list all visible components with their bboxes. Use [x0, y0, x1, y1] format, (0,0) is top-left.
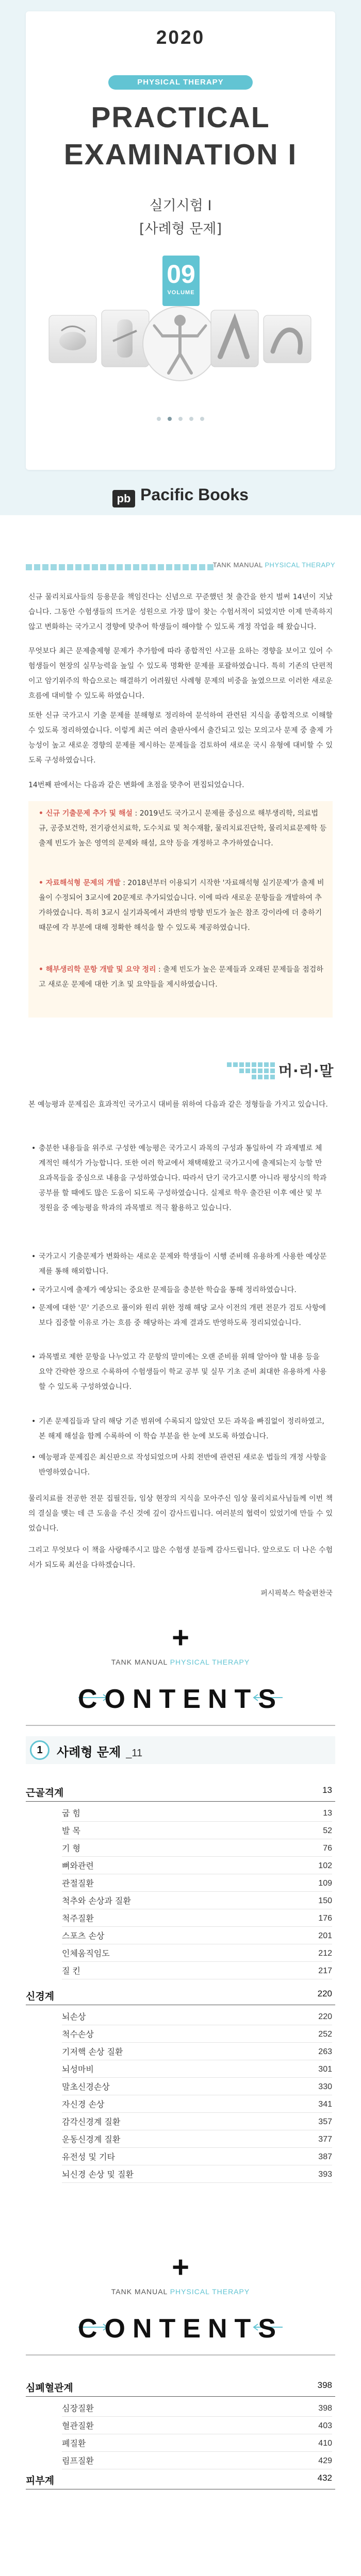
anatomy-tile-4 — [264, 315, 311, 363]
toc-item[interactable] — [62, 2418, 332, 2434]
toc-item[interactable] — [62, 2044, 332, 2060]
bullet-item: • 기존 문제집들과 달리 해당 기준 범위에 수록되지 않았던 모든 과목을 빠짐없이 정리하였고, 본 해제 해설을 함께 수록하여 이 학습 부분을 한 눈에 보도록 하였습니다. — [39, 1414, 327, 1445]
toc-item-title: 스포츠 손상 — [62, 1931, 105, 1941]
anatomy-center-figure — [143, 307, 217, 381]
bullet-item: • 충분한 내용들을 위주로 구성한 예능평은 국가고시 과목의 구성과 통일하여 각 과제별로 체계적인 해석가 가능합니다. 또한 여러 학교에서 채택해왔고 국가고시에 출제되는지 능할 만 요과목들을 중심으로 내용을 구성하였습니다. 따라서 단기 국가고시뿐 아니라 평상시의 학과 공부를 할 때에도 많은 도움이 되도록 구성하였습니다. 실제로 학우 출간된 이후 예산 및 부정원을 중 예능평을 학과의 과목별로 적극 활용하고 있습니다. — [39, 1141, 327, 1247]
toc-item-page: 252 — [318, 2030, 332, 2039]
toc-item-page: 403 — [318, 2421, 332, 2430]
cover-title-line1: PRACTICAL — [91, 101, 270, 134]
toc-item[interactable] — [62, 2097, 332, 2112]
carousel-dot[interactable] — [189, 417, 193, 421]
toc-item[interactable] — [62, 2436, 332, 2451]
anatomy-tile-3 — [211, 310, 258, 367]
toc-item-divider — [62, 2451, 332, 2452]
toc-item-page: 102 — [318, 1861, 332, 1870]
toc-item[interactable] — [62, 1963, 332, 1979]
cover-title — [26, 99, 335, 173]
toc-item-title: 유전성 및 기타 — [62, 2152, 115, 2162]
publisher-logo — [0, 485, 361, 507]
toc-item-divider — [62, 1821, 332, 1822]
contents-header-1 — [26, 1623, 335, 1666]
toc-item[interactable] — [62, 2401, 332, 2416]
toc-item-page: 410 — [318, 2439, 332, 2448]
toc-section[interactable]: 신경계 220 — [26, 1989, 332, 2002]
toc-item-divider — [62, 1961, 332, 1962]
toc-item-divider — [62, 2416, 332, 2417]
toc-item-title: 운동신경계 질환 — [62, 2134, 121, 2144]
preface-paragraph: 신규 물리치료사들의 등용문을 책임진다는 신념으로 꾸준했던 첫 출간을 한지 벌써 14년이 지났습니다. 그동안 수험생들의 뜨거운 성원으로 가장 많이 찾는 수험서적이 되었지만 이제 만족하지 않고 변화하는 국가고시 경향에 맞추어 학생들이 해야할 수 있도록 개정 작업을 해 왔습니다. — [28, 593, 333, 631]
plus-icon: + — [172, 2250, 189, 2284]
section-divider — [26, 2396, 335, 2397]
contents-tag: TANK MANUAL PHYSICAL THERAPY — [111, 2287, 250, 2296]
toc-item[interactable] — [62, 1946, 332, 1961]
toc-item-page: 76 — [323, 1844, 332, 1853]
greeting-title: 머·리·말 — [278, 1062, 334, 1079]
toc-item-title: 인체움직임도 — [62, 1948, 110, 1958]
chapter-title: 사례형 문제 _11 — [57, 1745, 143, 1759]
anatomy-tile-2 — [102, 310, 149, 367]
toc-item-page: 217 — [318, 1967, 332, 1975]
toc-item-title: 발 목 — [62, 1826, 80, 1836]
toc-item-title: 기 형 — [62, 1843, 80, 1853]
toc-item[interactable] — [62, 1841, 332, 1856]
carousel-dot[interactable] — [178, 417, 183, 421]
cover-subtitle: 실기시험 I — [149, 198, 212, 214]
toc-item-page: 387 — [318, 2153, 332, 2161]
bullet-item: • 국가고시에 출제가 예상되는 중요한 문제들을 충분한 학습을 통해 정리하였습니다. — [39, 1283, 327, 1298]
preface-closing: 그리고 무엇보다 이 책을 사랑해주시고 많은 수험생 분들께 감사드립니다. 앞으로도 더 나은 수험서가 되도록 최선을 다하겠습니다. — [28, 1546, 333, 1569]
cover-title-line2: EXAMINATION I — [63, 138, 298, 171]
toc-item-page: 109 — [318, 1879, 332, 1888]
publisher-mark: pb — [112, 490, 135, 507]
carousel-dot[interactable] — [157, 417, 161, 421]
preface-closing: 물리치료를 전공한 전문 집필진들, 임상 현장의 지식을 모아주신 임상 물리치료사님들께 이번 책의 결실을 맺는 데 큰 도움을 주신 것에 깊이 감사드립니다. 여러분의 협력이 있었기에 만들 수 있었습니다. — [28, 1495, 333, 1533]
toc-item-title: 말초신경손상 — [62, 2082, 110, 2092]
anatomy-tile-1 — [49, 315, 96, 363]
toc-item[interactable] — [62, 2027, 332, 2042]
toc-item-title: 척추와 손상과 질환 — [62, 1896, 131, 1906]
toc-item[interactable] — [62, 2009, 332, 2025]
toc-item[interactable] — [62, 2149, 332, 2165]
toc-item-divider — [62, 2182, 332, 2183]
contents-title: CONTENTS — [78, 2314, 283, 2344]
toc-item-page: 13 — [323, 1809, 332, 1818]
contents-rule — [26, 1725, 335, 1726]
toc-item-title: 혈관질환 — [62, 2421, 94, 2431]
toc-item-title: 자신경 손상 — [62, 2099, 105, 2109]
toc-item[interactable] — [62, 1928, 332, 1944]
toc-item[interactable] — [62, 2079, 332, 2095]
toc-item-title: 림프질환 — [62, 2456, 94, 2466]
toc-item-title: 감각신경계 질환 — [62, 2117, 121, 2127]
carousel-dot[interactable] — [200, 417, 204, 421]
toc-item-page: 301 — [318, 2065, 332, 2074]
toc-item-page: 330 — [318, 2082, 332, 2091]
toc-item-page: 150 — [318, 1896, 332, 1905]
toc-item-page: 341 — [318, 2100, 332, 2109]
highlight-item: • 신규 기출문제 추가 및 해설 : 2019년도 국가고시 문제를 중심으로 해부생리학, 의료법규, 공중보건학, 전기광선치료학, 도수치료 및 척수재활, 물리치료진단학, 물리치료문제학 등 출제 빈도가 높은 영역의 문제와 해설, 요약 등을 개정하고 추가하였습니다. — [39, 809, 327, 848]
cover-edition: 2020 — [156, 27, 205, 48]
highlight-item: • 자료해석형 문제의 개발 : 2018년부터 이용되기 시작한 '자료해석형 실기문제'가 출제 비율이 수정되어 3교시에 20문제로 추가되었습니다. 이에 따라 새로운 문항들을 개발하여 추가하였습니다. 특히 3교시 실기과목에서 과반의 방향 빈도가 높은 참조 강이라에 더 충하기 때문에 각 부분에 대해 정확한 해석을 할 수 있도록 제공하였습니다. — [39, 879, 324, 932]
toc-item-title: 뇌신경 손상 및 질환 — [62, 2170, 134, 2179]
volume-badge — [162, 256, 200, 306]
bullet-item: • 예능평과 문제집은 최신판으로 작성되었으며 사회 전반에 관련된 새로운 법들의 개정 사항을 반영하였습니다. — [39, 1450, 327, 1481]
toc-item-divider — [62, 2112, 332, 2113]
toc-item[interactable] — [62, 2167, 332, 2182]
toc-item[interactable] — [62, 2062, 332, 2077]
toc-item[interactable] — [62, 1911, 332, 1926]
toc-item-page: 220 — [318, 2012, 332, 2021]
toc-item[interactable] — [62, 1858, 332, 1874]
section-divider — [26, 1801, 335, 1802]
toc-item-divider — [62, 2077, 332, 2078]
carousel-dots — [26, 413, 335, 423]
cover-subject-pill: PHYSICAL THERAPY — [108, 75, 253, 90]
toc-item-title: 기저핵 손상 질환 — [62, 2047, 123, 2057]
contents-rule — [26, 2354, 335, 2355]
toc-item[interactable] — [62, 2132, 332, 2147]
toc-item-divider — [62, 1926, 332, 1927]
toc-item-title: 굽 힘 — [62, 1808, 80, 1818]
preface-paragraph: 무엇보다 최근 문제출제형 문제가 추가함에 따라 종합적인 사고를 요하는 경향을 보이고 있어 수험생들이 현장의 실무능력을 높일 수 있도록 명확한 문제를 포괄하였습니다. 특히 기존의 단편적이고 암기위주의 학습으로는 해결하기 어려웠던 사례형 문제의 비중을 높였으므로 이러한 새로운 흐름에 대비할 수 있도록 하였습니다. — [28, 647, 333, 700]
cover-subtitle-2: [사례형 문제] — [139, 221, 222, 237]
toc-item[interactable] — [62, 1823, 332, 1839]
toc-item-page: 212 — [318, 1949, 332, 1958]
toc-section[interactable]: 근골격계 13 — [26, 1785, 332, 1799]
bullet-item: • 문제에 대한 '문' 기준으로 풀이와 원리 위한 정해 해당 교사 이전의 개편 전문가 검토 사항에 보다 집중할 이유로 가는 흐름 중 해당하는 과제 결과도 반영하도록 정리되었습니다. — [39, 1301, 327, 1347]
toc-item-page: 393 — [318, 2170, 332, 2179]
toc-item-title: 척수손상 — [62, 2029, 94, 2039]
toc-item-title: 척주질환 — [62, 1913, 94, 1923]
volume-label: VOLUME — [167, 290, 195, 296]
toc-item-page: 52 — [323, 1826, 332, 1835]
toc-section[interactable]: 피부계 432 — [26, 2473, 332, 2486]
toc-item-page: 176 — [318, 1914, 332, 1923]
toc-item-title: 뼈와관련 — [62, 1861, 94, 1871]
toc-item[interactable] — [62, 1806, 332, 1821]
cover-card — [26, 11, 335, 470]
carousel-dot-active[interactable] — [168, 417, 172, 421]
toc-item-title: 심장질환 — [62, 2403, 94, 2413]
toc-item-divider — [62, 2042, 332, 2043]
toc-item-title: 폐질환 — [62, 2438, 86, 2448]
toc-item[interactable] — [62, 1876, 332, 1891]
bullet-item: • 국가고시 기출문제가 변화하는 새로운 문제와 학생들이 시행 준비해 유용하게 사용한 예상문제를 통해 해외합니다. — [39, 1249, 327, 1280]
toc-item-page: 377 — [318, 2135, 332, 2144]
toc-item-page: 357 — [318, 2117, 332, 2126]
preface-paragraph: 또한 신규 국가고시 기출 문제를 분해형로 정리하여 문석하여 관련된 지식을 종합적으로 이해할 수 있도록 정리하였습니다. 이렇게 최근 여러 출판사에서 출간되고 있는 모의고사 문제 중 출제 가능성이 높고 새로운 경향의 문제를 제시하는 문제들을 검토하여 새로운 국시 유형에 대비할 수 있도록 구성하였습니다. — [28, 711, 333, 765]
header-tag: TANK MANUAL PHYSICAL THERAPY — [212, 561, 335, 569]
toc-section[interactable]: 심폐혈관계 398 — [26, 2380, 332, 2394]
greeting-intro: 본 예능평과 문제집은 효과적인 국가고시 대비를 위하여 다음과 같은 정형들을 가지고 있습니다. — [28, 1100, 328, 1109]
cover — [0, 0, 361, 515]
contents-tag: TANK MANUAL PHYSICAL THERAPY — [111, 1658, 250, 1666]
toc-item[interactable] — [62, 2114, 332, 2130]
preface-signature: 퍼시픽북스 학술편찬국 — [260, 1589, 333, 1598]
bullet-item: • 과목별로 제한 문항을 나누었고 각 문항의 말미에는 오랜 준비를 위해 알아야 할 내용 등을 요약 간략한 장으로 수록하여 수험생들이 학교 공부 및 실무 기초 준비 최대한 유용하게 사용 할 수 있도록 구성하였습니다. — [39, 1350, 327, 1411]
greeting-pattern — [227, 1060, 276, 1081]
toc-item-title: 뇌손상 — [62, 2012, 86, 2022]
toc-item-title: 관절질환 — [62, 1878, 94, 1888]
toc-item-divider — [62, 2147, 332, 2148]
toc-item-divider — [62, 1891, 332, 1892]
plus-icon: + — [172, 1621, 189, 1654]
highlight-item: • 해부생리학 문항 개발 및 요약 정리 : 출제 빈도가 높은 문제들과 오래된 문제들을 점검하고 새로운 문제에 대한 기초 및 요약들을 제시하였습니다. — [39, 965, 323, 989]
toc-item-page: 201 — [318, 1931, 332, 1940]
toc-item-title: 질 킨 — [62, 1966, 80, 1976]
chapter-number: 1 — [30, 1740, 50, 1760]
toc-item-title: 뇌성마비 — [62, 2064, 94, 2074]
toc-item-page: 263 — [318, 2047, 332, 2056]
toc-item[interactable] — [62, 2453, 332, 2469]
page-header-bar — [26, 558, 335, 573]
publisher-name: Pacific Books — [140, 485, 249, 504]
toc-item-divider — [62, 1856, 332, 1857]
preface-paragraph: 14번째 판에서는 다음과 같은 변화에 초점을 맞추어 편집되었습니다. — [28, 781, 244, 789]
toc-item-page: 429 — [318, 2456, 332, 2465]
contents-header-2 — [26, 2252, 335, 2296]
chapter-bar[interactable] — [26, 1736, 335, 1764]
volume-number: 09 — [167, 260, 195, 289]
header-pattern — [26, 563, 222, 569]
toc-item[interactable] — [62, 1893, 332, 1909]
toc-item-page: 398 — [318, 2404, 332, 2413]
contents-title: CONTENTS — [78, 1684, 283, 1714]
